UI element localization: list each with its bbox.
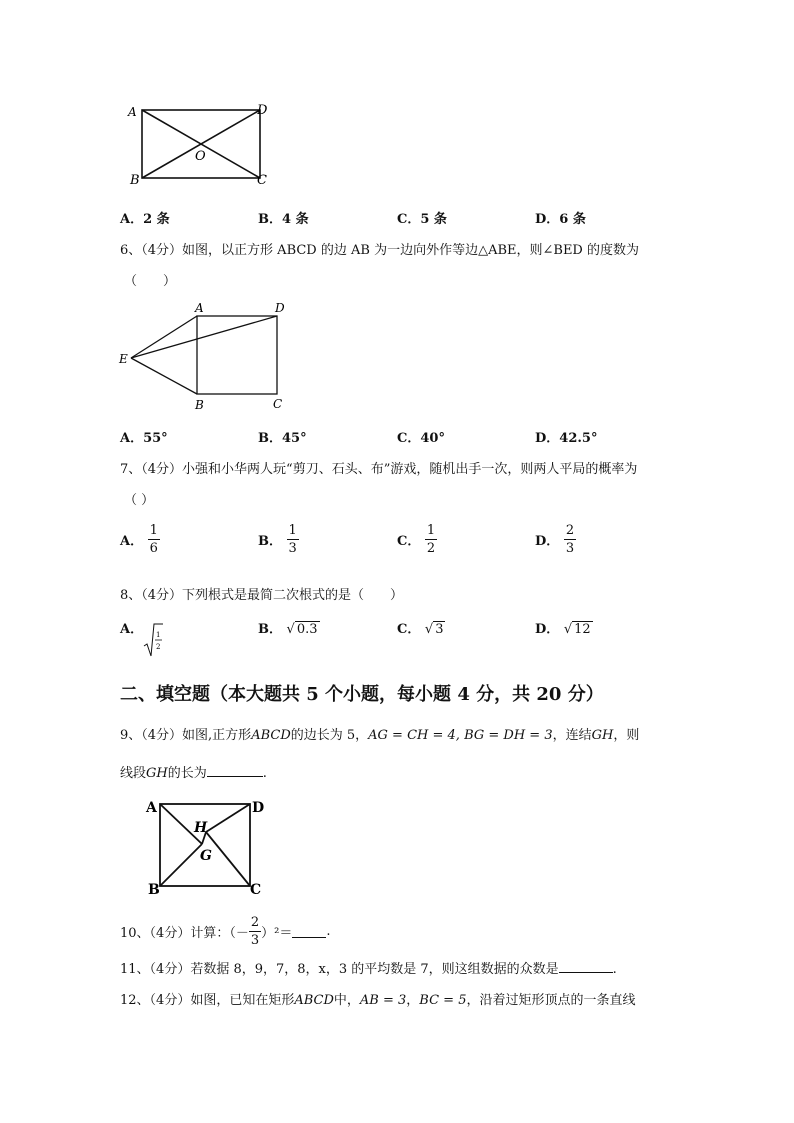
q7-fraction-d: $\frac{2}{3}$ xyxy=(565,523,575,556)
q7-fraction-a: $\frac{1}{6}$ xyxy=(149,523,158,556)
q9-answer-blank[interactable] xyxy=(207,764,263,777)
q5-option-b[interactable]: B．4 条 xyxy=(258,212,309,227)
fig6-label-c: C xyxy=(273,397,283,411)
q6-figure xyxy=(115,298,295,414)
fig9-label-a: A xyxy=(146,800,157,816)
fig6-label-b: B xyxy=(195,398,204,412)
q8-option-d[interactable]: D． √ 12 xyxy=(535,622,591,637)
fig6-label-e: E xyxy=(119,352,128,366)
q8-sqrt-c: √ 3 xyxy=(424,622,444,637)
q5-figure xyxy=(120,96,280,192)
fig5-label-c: C xyxy=(257,173,267,188)
q5-option-c[interactable]: C．5 条 xyxy=(397,212,447,227)
q8-sqrt-d: √ 12 xyxy=(563,622,591,637)
q8-a-den: 2 xyxy=(156,643,161,651)
fig9-label-h: H xyxy=(194,820,208,836)
fig6-label-a: A xyxy=(195,301,204,315)
q5-option-d[interactable]: D．6 条 xyxy=(535,212,586,227)
fig9-label-b: B xyxy=(148,882,160,898)
fig9-label-d: D xyxy=(252,800,265,816)
fig5-label-a: A xyxy=(128,105,137,119)
q7-option-d[interactable]: D． $\frac{2}{3}$ xyxy=(535,523,575,556)
q7-text: 7、（4分）小强和小华两人玩“剪刀、石头、布”游戏，随机出手一次，则两人平局的概率为 xyxy=(120,462,638,477)
q6-option-c[interactable]: C．40° xyxy=(397,431,445,446)
q8-text: 8、（4分）下列根式是最简二次根式的是（ ） xyxy=(120,588,404,603)
q9-line2: 线段GH的长为 . xyxy=(120,766,267,781)
fig9-label-g: G xyxy=(200,848,212,864)
q5-option-a[interactable]: A．2 条 xyxy=(120,212,170,227)
q8-sqrt-fraction-a xyxy=(142,622,164,658)
q6-text: 6、（4分）如图，以正方形 ABCD 的边 AB 为一边向外作等边△ABE，则∠BED 的度数为 xyxy=(120,243,639,258)
q6-paren: （ ） xyxy=(124,274,177,289)
q10-fraction: $\frac{2}{3}$ xyxy=(250,915,260,948)
q11-text: 11、（4分）若数据 8，9，7，8，x，3 的平均数是 7，则这组数据的众数是 . xyxy=(120,962,617,977)
q8-a-num: 1 xyxy=(156,631,161,639)
q9-figure xyxy=(140,796,280,900)
q7-option-c[interactable]: C． $\frac{1}{2}$ xyxy=(397,523,436,556)
q8-option-b[interactable]: B． √ 0.3 xyxy=(258,622,318,637)
q7-fraction-b: $\frac{1}{3}$ xyxy=(288,523,297,556)
q11-answer-blank[interactable] xyxy=(559,960,613,973)
q12-text: 12、（4分）如图，已知在矩形ABCD中，AB = 3，BC = 5，沿着过矩形顶点的一条直线 xyxy=(120,993,636,1008)
q6-option-b[interactable]: B．45° xyxy=(258,431,307,446)
q7-option-a[interactable]: A． $\frac{1}{6}$ xyxy=(120,523,158,556)
q6-option-d[interactable]: D．42.5° xyxy=(535,431,598,446)
q7-paren: （ ） xyxy=(124,493,155,508)
fig5-label-d: D xyxy=(257,103,268,118)
fig6-label-d: D xyxy=(275,301,285,315)
fig5-label-b: B xyxy=(130,173,140,188)
q7-fraction-c: $\frac{1}{2}$ xyxy=(426,523,436,556)
q7-option-b[interactable]: B． $\frac{1}{3}$ xyxy=(258,523,297,556)
q6-option-a[interactable]: A．55° xyxy=(120,431,168,446)
fig9-label-c: C xyxy=(250,882,262,898)
q10-answer-blank[interactable] xyxy=(292,925,326,938)
q8-sqrt-b: √ 0.3 xyxy=(286,622,318,637)
fig5-label-o: O xyxy=(195,149,206,164)
q8-option-c[interactable]: C． √ 3 xyxy=(397,622,444,637)
section-2-title: 二、填空题（本大题共 5 个小题，每小题 4 分，共 20 分） xyxy=(120,684,604,705)
q9-line1: 9、（4分）如图,正方形ABCD的边长为 5，AG = CH = 4, BG = DH = 3，连结GH，则 xyxy=(120,728,640,743)
q8-option-a[interactable]: A． xyxy=(120,622,144,637)
q10-text: 10、（4分）计算：（－ $\frac{2}{3}$ ）²＝ . xyxy=(120,915,331,948)
